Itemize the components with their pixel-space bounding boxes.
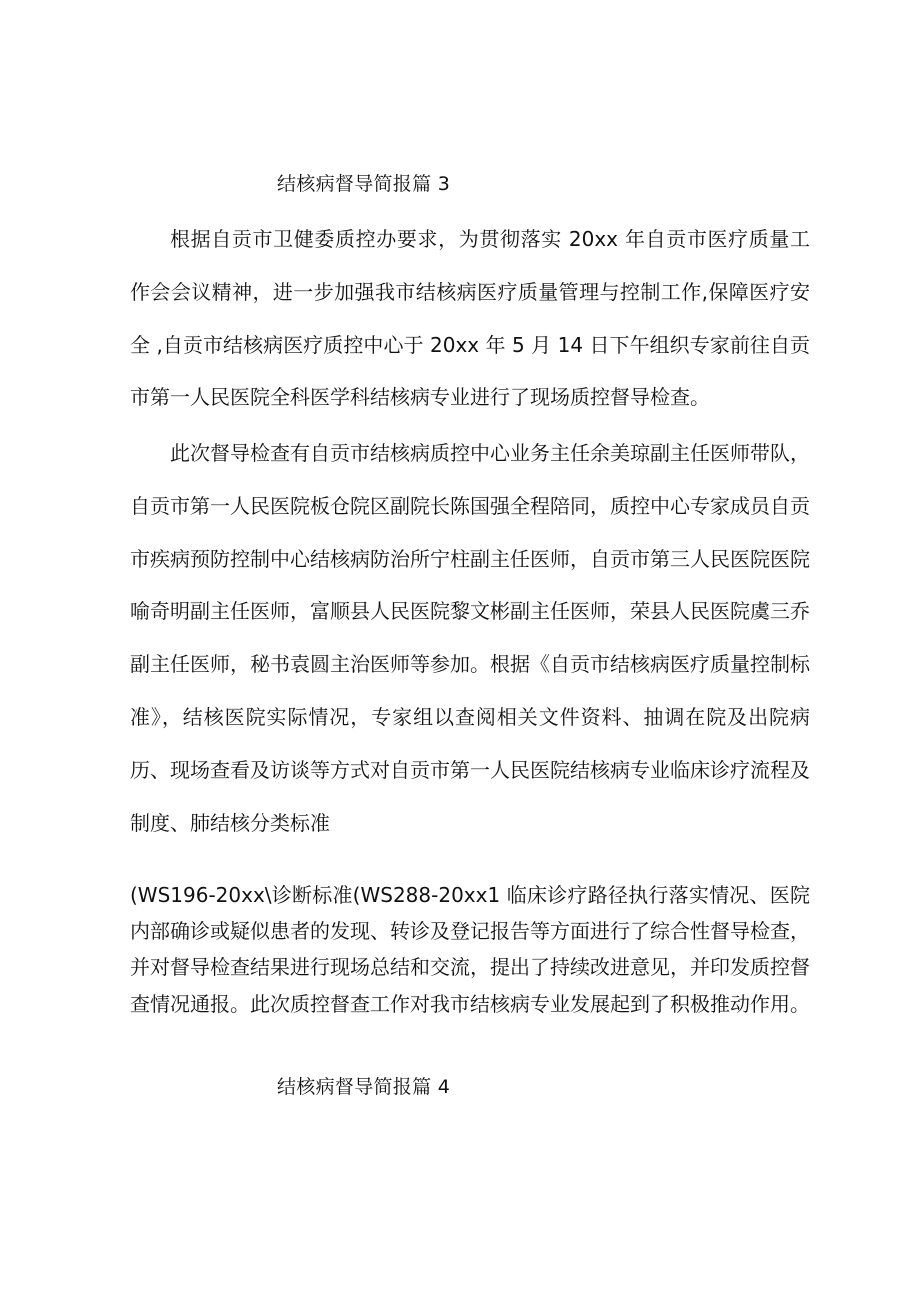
- paragraph-inspection-results: (WS196-20xx\诊断标准(WS288-20xx1 临床诊疗路径执行落实情况、医院内部确诊或疑似患者的发现、转诊及登记报告等方面进行了综合性督导检查，并对督导检查结果进行现场总结和交流，提出了持续改进意见，并印发质控督查情况通报。此次质控督查工作对我市结核病专业发展起到了积极推动作用。: [130, 883, 810, 1016]
- section-heading-3: 结核病督导简报篇 3: [277, 173, 451, 195]
- paragraph-inspection-team: 此次督导检查有自贡市结核病质控中心业务主任余美琼副主任医师带队，自贡市第一人民医院板仓院区副院长陈国强全程陪同，质控中心专家成员自贡市疾病预防控制中心结核病防治所宁柱副主任医师，自贡市第三人民医院医院喻奇明副主任医师，富顺县人民医院黎文彬副主任医师，荣县人民医院虞三乔副主任医师，秘书袁圆主治医师等参加。根据《自贡市结核病医疗质量控制标准》，结核医院实际情况，专家组以查阅相关文件资料、抽调在院及出院病历、现场查看及访谈等方式对自贡市第一人民医院结核病专业临床诊疗流程及制度、肺结核分类标准: [130, 441, 810, 835]
- section-heading-4: 结核病督导简报篇 4: [277, 1076, 451, 1098]
- paragraph-intro: 根据自贡市卫健委质控办要求，为贯彻落实 20xx 年自贡市医疗质量工作会会议精神，进一步加强我市结核病医疗质量管理与控制工作,保障医疗安全 ,自贡市结核病医疗质控中心于 20xx 年 5 月 14 日下午组织专家前往自贡市第一人民医院全科医学科结核病专业进行了现场质控督导检查。: [130, 227, 810, 410]
